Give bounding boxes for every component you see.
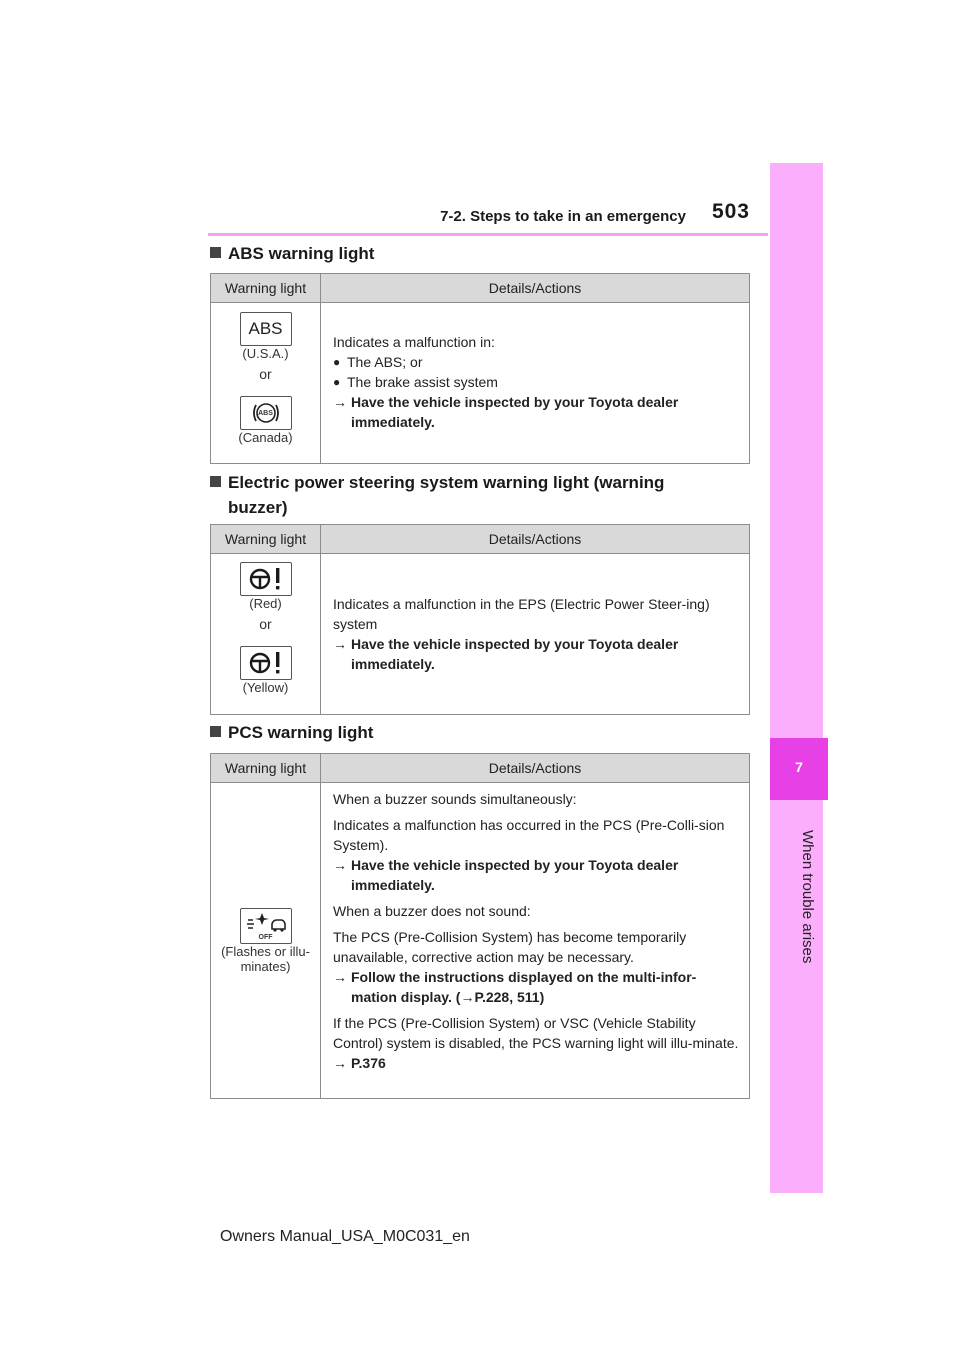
abs-bullet-2: ● The brake assist system bbox=[333, 372, 739, 392]
abs-heading-text: ABS warning light bbox=[228, 244, 375, 263]
or-text: or bbox=[259, 366, 272, 382]
table-header-row bbox=[211, 274, 750, 303]
header-warning-light: Warning light bbox=[211, 274, 321, 303]
table-header-row bbox=[211, 754, 750, 783]
table-row bbox=[211, 554, 750, 715]
pcs-unavailable-text: The PCS (Pre-Collision System) has become temporarily unavailable, corrective action may be necessary. bbox=[333, 929, 687, 965]
eps-details-cell bbox=[321, 554, 750, 715]
eps-icon-cell bbox=[211, 554, 321, 715]
steering-warning-icon-red bbox=[240, 562, 292, 596]
pcs-action-1: → Have the vehicle inspected by your Toyota dealer immediately. bbox=[333, 855, 739, 895]
pcs-details-cell bbox=[321, 783, 750, 1099]
abs-action: → Have the vehicle inspected by your Toyota dealer immediately. bbox=[333, 392, 739, 432]
page-number: 503 bbox=[711, 200, 750, 223]
arrow-icon: → bbox=[460, 989, 475, 1005]
abs-bullet-1: ● The ABS; or bbox=[333, 352, 739, 372]
pcs-malfunction-text: Indicates a malfunction has occurred in the PCS (Pre-Colli-sion System). bbox=[333, 817, 725, 853]
pcs-icon-label: (Flashes or illu-minates) bbox=[221, 943, 310, 974]
chapter-caption: When trouble arises bbox=[799, 830, 816, 964]
or-text: or bbox=[259, 616, 272, 632]
eps-action: → Have the vehicle inspected by your Toyota dealer immediately. bbox=[333, 634, 739, 674]
header-details-actions: Details/Actions bbox=[321, 274, 750, 303]
steering-warning-icon-yellow bbox=[240, 646, 292, 680]
side-accent-bar bbox=[770, 163, 823, 1193]
chapter-tab[interactable] bbox=[770, 738, 828, 800]
abs-canada-label: (Canada) bbox=[238, 430, 293, 445]
header-divider bbox=[208, 233, 768, 236]
chapter-number: 7 bbox=[795, 759, 803, 775]
footer-doc-id: Owners Manual_USA_M0C031_en bbox=[220, 1228, 470, 1245]
pcs-section-heading bbox=[210, 720, 373, 745]
square-bullet-icon bbox=[210, 476, 221, 487]
abs-section-heading bbox=[210, 241, 374, 266]
eps-description: Indicates a malfunction in the EPS (Electric Power Steer-ing) system bbox=[333, 596, 710, 632]
table-row bbox=[211, 783, 750, 1099]
abs-intro: Indicates a malfunction in: bbox=[333, 334, 495, 350]
eps-section-heading bbox=[210, 470, 664, 520]
abs-warning-table bbox=[210, 273, 750, 464]
eps-red-label: (Red) bbox=[249, 596, 282, 611]
square-bullet-icon bbox=[210, 726, 221, 737]
pcs-off-icon: OFF bbox=[240, 908, 292, 944]
header-warning-light: Warning light bbox=[211, 525, 321, 554]
pcs-action-3 bbox=[333, 1053, 739, 1073]
eps-warning-table bbox=[210, 524, 750, 715]
header-details-actions: Details/Actions bbox=[321, 754, 750, 783]
eps-yellow-label: (Yellow) bbox=[242, 680, 289, 695]
square-bullet-icon bbox=[210, 247, 221, 258]
pcs-buzzer-silent: When a buzzer does not sound: bbox=[333, 903, 531, 919]
header-details-actions: Details/Actions bbox=[321, 525, 750, 554]
eps-heading-line-1: Electric power steering system warning light (warning bbox=[228, 473, 665, 492]
abs-details-cell bbox=[321, 303, 750, 464]
abs-text-icon: ABS bbox=[240, 312, 292, 346]
header-warning-light: Warning light bbox=[211, 754, 321, 783]
pcs-action-2: → Follow the instructions displayed on the multi-infor-mation display. (→P.228, 511) bbox=[333, 967, 739, 1007]
page-reference-link[interactable]: P.376 bbox=[351, 1055, 386, 1071]
pcs-warning-table bbox=[210, 753, 750, 1099]
eps-heading-line-2: buzzer) bbox=[228, 498, 288, 517]
page-reference-link[interactable]: P.228, 511) bbox=[474, 989, 545, 1005]
pcs-buzzer-sounds: When a buzzer sounds simultaneously: bbox=[333, 791, 577, 807]
table-header-row bbox=[211, 525, 750, 554]
table-row bbox=[211, 303, 750, 464]
abs-circle-icon: ABS bbox=[240, 396, 292, 430]
pcs-icon-cell bbox=[211, 783, 321, 1099]
section-title: 7-2. Steps to take in an emergency bbox=[440, 208, 686, 225]
pcs-disabled-text: If the PCS (Pre-Collision System) or VSC (Vehicle Stability Control) system is disabled, the PCS warning light will illu-minate. bbox=[333, 1015, 739, 1051]
pcs-heading-text: PCS warning light bbox=[228, 723, 374, 742]
abs-usa-label: (U.S.A.) bbox=[242, 346, 289, 361]
abs-icon-cell bbox=[211, 303, 321, 464]
